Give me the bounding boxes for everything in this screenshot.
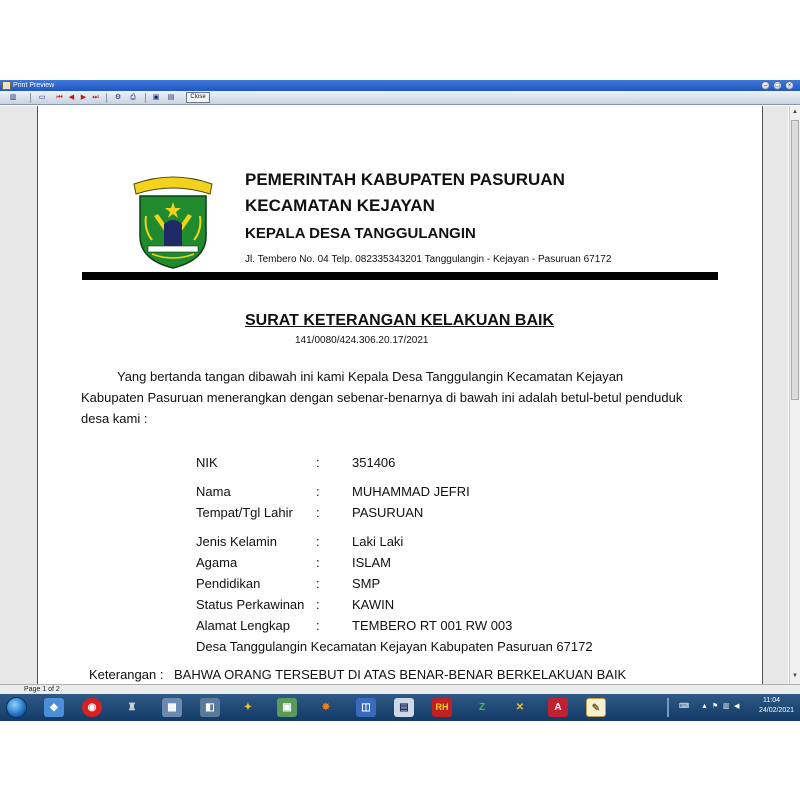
field-value-pendidikan: SMP [352,576,381,591]
field-colon: : [316,597,320,612]
window-title-bar[interactable] [0,80,800,91]
close-preview-button[interactable]: Close [186,92,210,103]
screen [0,80,800,721]
left-gutter [0,106,38,684]
next-page-icon[interactable]: ▶ [80,94,87,101]
taskbar-app-14-icon[interactable]: A [548,698,568,717]
kabupaten-pasuruan-emblem-logo [130,166,216,270]
clock-date[interactable]: 24/02/2021 [759,707,795,714]
letterhead-line-3: KEPALA DESA TANGGULANGIN [245,225,476,242]
tray-expand-icon[interactable]: ▲ [701,703,708,710]
scroll-up-icon[interactable]: ▲ [792,109,798,115]
letterhead-line-2: KECAMATAN KEJAYAN [245,196,435,215]
minimize-button[interactable]: – [761,81,770,90]
field-colon: : [316,618,320,633]
field-value-nik: 351406 [352,455,396,470]
open-icon[interactable]: ▤ [167,94,175,101]
vertical-scrollbar[interactable] [789,106,800,684]
maximize-button[interactable]: □ [773,81,782,90]
address-continuation: Desa Tanggulangin Kecamatan Kejayan Kabupaten Pasuruan 67172 [196,639,593,654]
field-label-jenis-kelamin: Jenis Kelamin [196,534,277,549]
clock-time[interactable]: 11:04 [763,697,780,704]
taskbar-app-13-icon[interactable]: ✕ [515,702,525,713]
field-colon: : [316,576,320,591]
taskbar-app-11-icon[interactable]: RH [432,698,452,717]
document-number: 141/0080/424.306.20.17/2021 [295,335,429,346]
keterangan-value: BAHWA ORANG TERSEBUT DI ATAS BENAR-BENAR BERKELAKUAN BAIK [174,667,627,682]
keterangan-label: Keterangan : [89,667,164,682]
field-value-jenis-kelamin: Laki Laki [352,534,404,549]
field-label-agama: Agama [196,555,238,570]
first-page-icon[interactable]: ⏮ [56,94,63,101]
keyboard-icon[interactable]: ⌨ [679,703,690,710]
fit-page-icon[interactable]: ▥ [9,94,17,101]
letterhead-line-1: PEMERINTAH KABUPATEN PASURUAN [245,170,565,189]
taskbar-app-12-icon[interactable]: Z [478,702,486,713]
letterhead-address: Jl. Tembero No. 04 Telp. 082335343201 Tanggulangin - Kejayan - Pasuruan 67172 [245,254,612,265]
print-icon[interactable]: ⎙ [130,94,136,101]
taskbar-app-2-icon[interactable]: ◉ [82,698,102,717]
taskbar [0,694,800,721]
field-colon: : [316,534,320,549]
taskbar-app-9-icon[interactable]: ◫ [356,698,376,717]
letterhead-divider [82,272,718,280]
window-title: Print Preview [13,82,55,89]
tray-divider [667,698,669,717]
scrollbar-thumb[interactable] [791,120,799,400]
taskbar-app-10-icon[interactable]: ▤ [394,698,414,717]
system-tray [667,696,800,719]
print-setup-icon[interactable]: ⚙ [114,94,122,101]
start-button[interactable] [6,697,27,718]
intro-line-2: Kabupaten Pasuruan menerangkan dengan sebenar-benarnya di bawah ini adalah betul-betul penduduk [81,390,683,405]
field-label-nama: Nama [196,484,231,499]
document-page [39,106,762,684]
field-value-alamat: TEMBERO RT 001 RW 003 [352,618,513,633]
taskbar-app-4-icon[interactable]: ▦ [162,698,182,717]
field-label-status-perkawinan: Status Perkawinan [196,597,305,612]
field-colon: : [316,555,320,570]
field-value-nama: MUHAMMAD JEFRI [352,484,470,499]
field-value-status-perkawinan: KAWIN [352,597,395,612]
status-bar [0,684,800,694]
field-value-agama: ISLAM [352,555,392,570]
taskbar-app-3-icon[interactable]: ♜ [127,702,137,713]
taskbar-app-6-icon[interactable]: ✦ [243,702,253,713]
page-width-icon[interactable]: ▭ [38,94,46,101]
field-label-tempat-lahir: Tempat/Tgl Lahir [196,505,293,520]
close-window-button[interactable]: × [785,81,794,90]
taskbar-app-5-icon[interactable]: ◧ [200,698,220,717]
field-label-alamat: Alamat Lengkap [196,618,290,633]
network-icon[interactable]: ▥ [723,703,730,710]
scroll-down-icon[interactable]: ▼ [792,673,798,679]
taskbar-app-15-icon[interactable]: ✎ [586,698,606,717]
previous-page-icon[interactable]: ◀ [68,94,75,101]
field-label-nik: NIK [196,455,218,470]
app-icon [2,81,11,90]
preview-toolbar [0,91,800,105]
flag-icon[interactable]: ⚑ [712,703,719,710]
intro-line-3: desa kami : [81,411,148,426]
taskbar-app-7-icon[interactable]: ▣ [277,698,297,717]
field-value-tempat-lahir: PASURUAN [352,505,424,520]
taskbar-app-8-icon[interactable]: ✸ [321,702,331,713]
field-label-pendidikan: Pendidikan [196,576,261,591]
document-title: SURAT KETERANGAN KELAKUAN BAIK [245,312,555,329]
save-icon[interactable]: ▣ [152,94,160,101]
preview-viewport [0,106,800,684]
volume-icon[interactable]: ◀ [734,703,740,710]
last-page-icon[interactable]: ⏭ [92,94,99,101]
field-colon: : [316,455,320,470]
right-gutter [762,106,788,684]
intro-line-1: Yang bertanda tangan dibawah ini kami Kepala Desa Tanggulangin Kecamatan Kejayan [117,369,624,384]
taskbar-app-1-icon[interactable]: ◆ [44,698,64,717]
field-colon: : [316,505,320,520]
page-indicator: Page 1 of 2 [24,686,60,693]
field-colon: : [316,484,320,499]
